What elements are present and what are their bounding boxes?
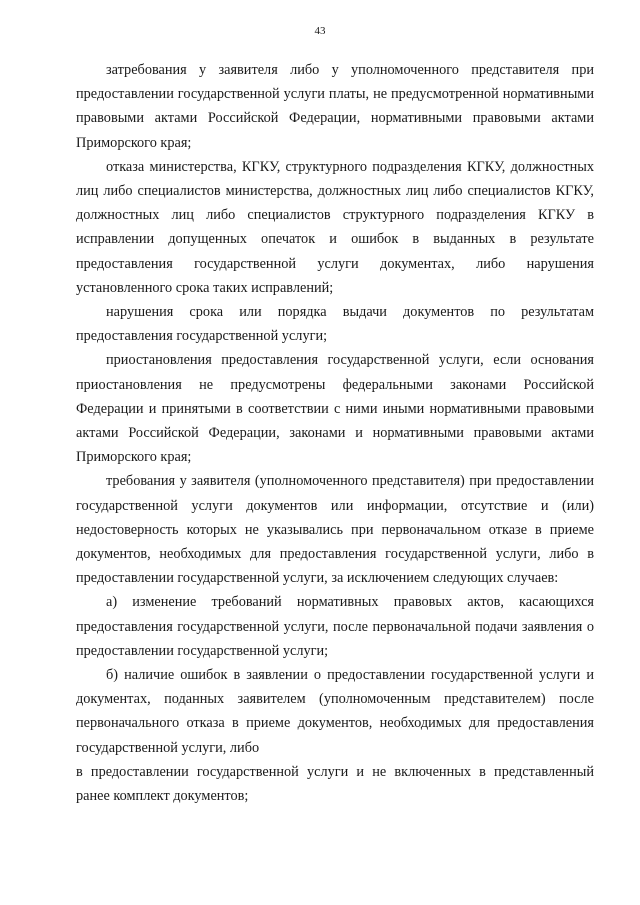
paragraph-document-demand: требования у заявителя (уполномоченного представителя) при предоставлении государственной услуги документов или информации, отсутствие и (или) недостоверность которых не указывались при первоначальном отказе в приеме документов, необходимых для предоставления государственной услуги, либо в предоставлении государственной услуги, за исключением следующих случаев: [76,473,594,587]
paragraph-correction-refusal: отказа министерства, КГКУ, структурного подразделения КГКУ, должностных лиц либо специалистов министерства, должностных лиц либо специалистов КГКУ, должностных лиц либо специалистов структурного подразделения КГКУ в исправлении допущенных опечаток и ошибок в выданных в результате предоставления государственной услуги документах, либо нарушения установленного срока таких исправлений; [76,158,594,296]
paragraph-case-b: б) наличие ошибок в заявлении о предоставлении государственной услуги и документах, поданных заявителем (уполномоченным представителем) после первоначального отказа в приеме документов, необходимых для предоставления государственной услуги, либо в предоставлении государственной услуги и не включенных в представленный ранее комплект документов; [76,667,594,805]
document-body [76,58,594,808]
paragraph-fee-demand: затребования у заявителя либо у уполномоченного представителя при предоставлении государственной услуги платы, не предусмотренной нормативными правовыми актами Российской Федерации, нормативными правовыми актами Приморского края; [76,62,594,151]
paragraph-issuance-violation: нарушения срока или порядка выдачи документов по результатам предоставления государственной услуги; [76,304,594,345]
paragraph-suspension: приостановления предоставления государственной услуги, если основания приостановления не предусмотрены федеральными законами Российской Федерации и принятыми в соответствии с ними иными нормативными правовыми актами Российской Федерации, законами и нормативными правовыми актами Приморского края; [76,352,594,466]
paragraph-case-a: а) изменение требований нормативных правовых актов, касающихся предоставления государственной услуги, после первоначальной подачи заявления о предоставлении государственной услуги; [76,594,594,659]
page-number: 43 [314,25,326,37]
